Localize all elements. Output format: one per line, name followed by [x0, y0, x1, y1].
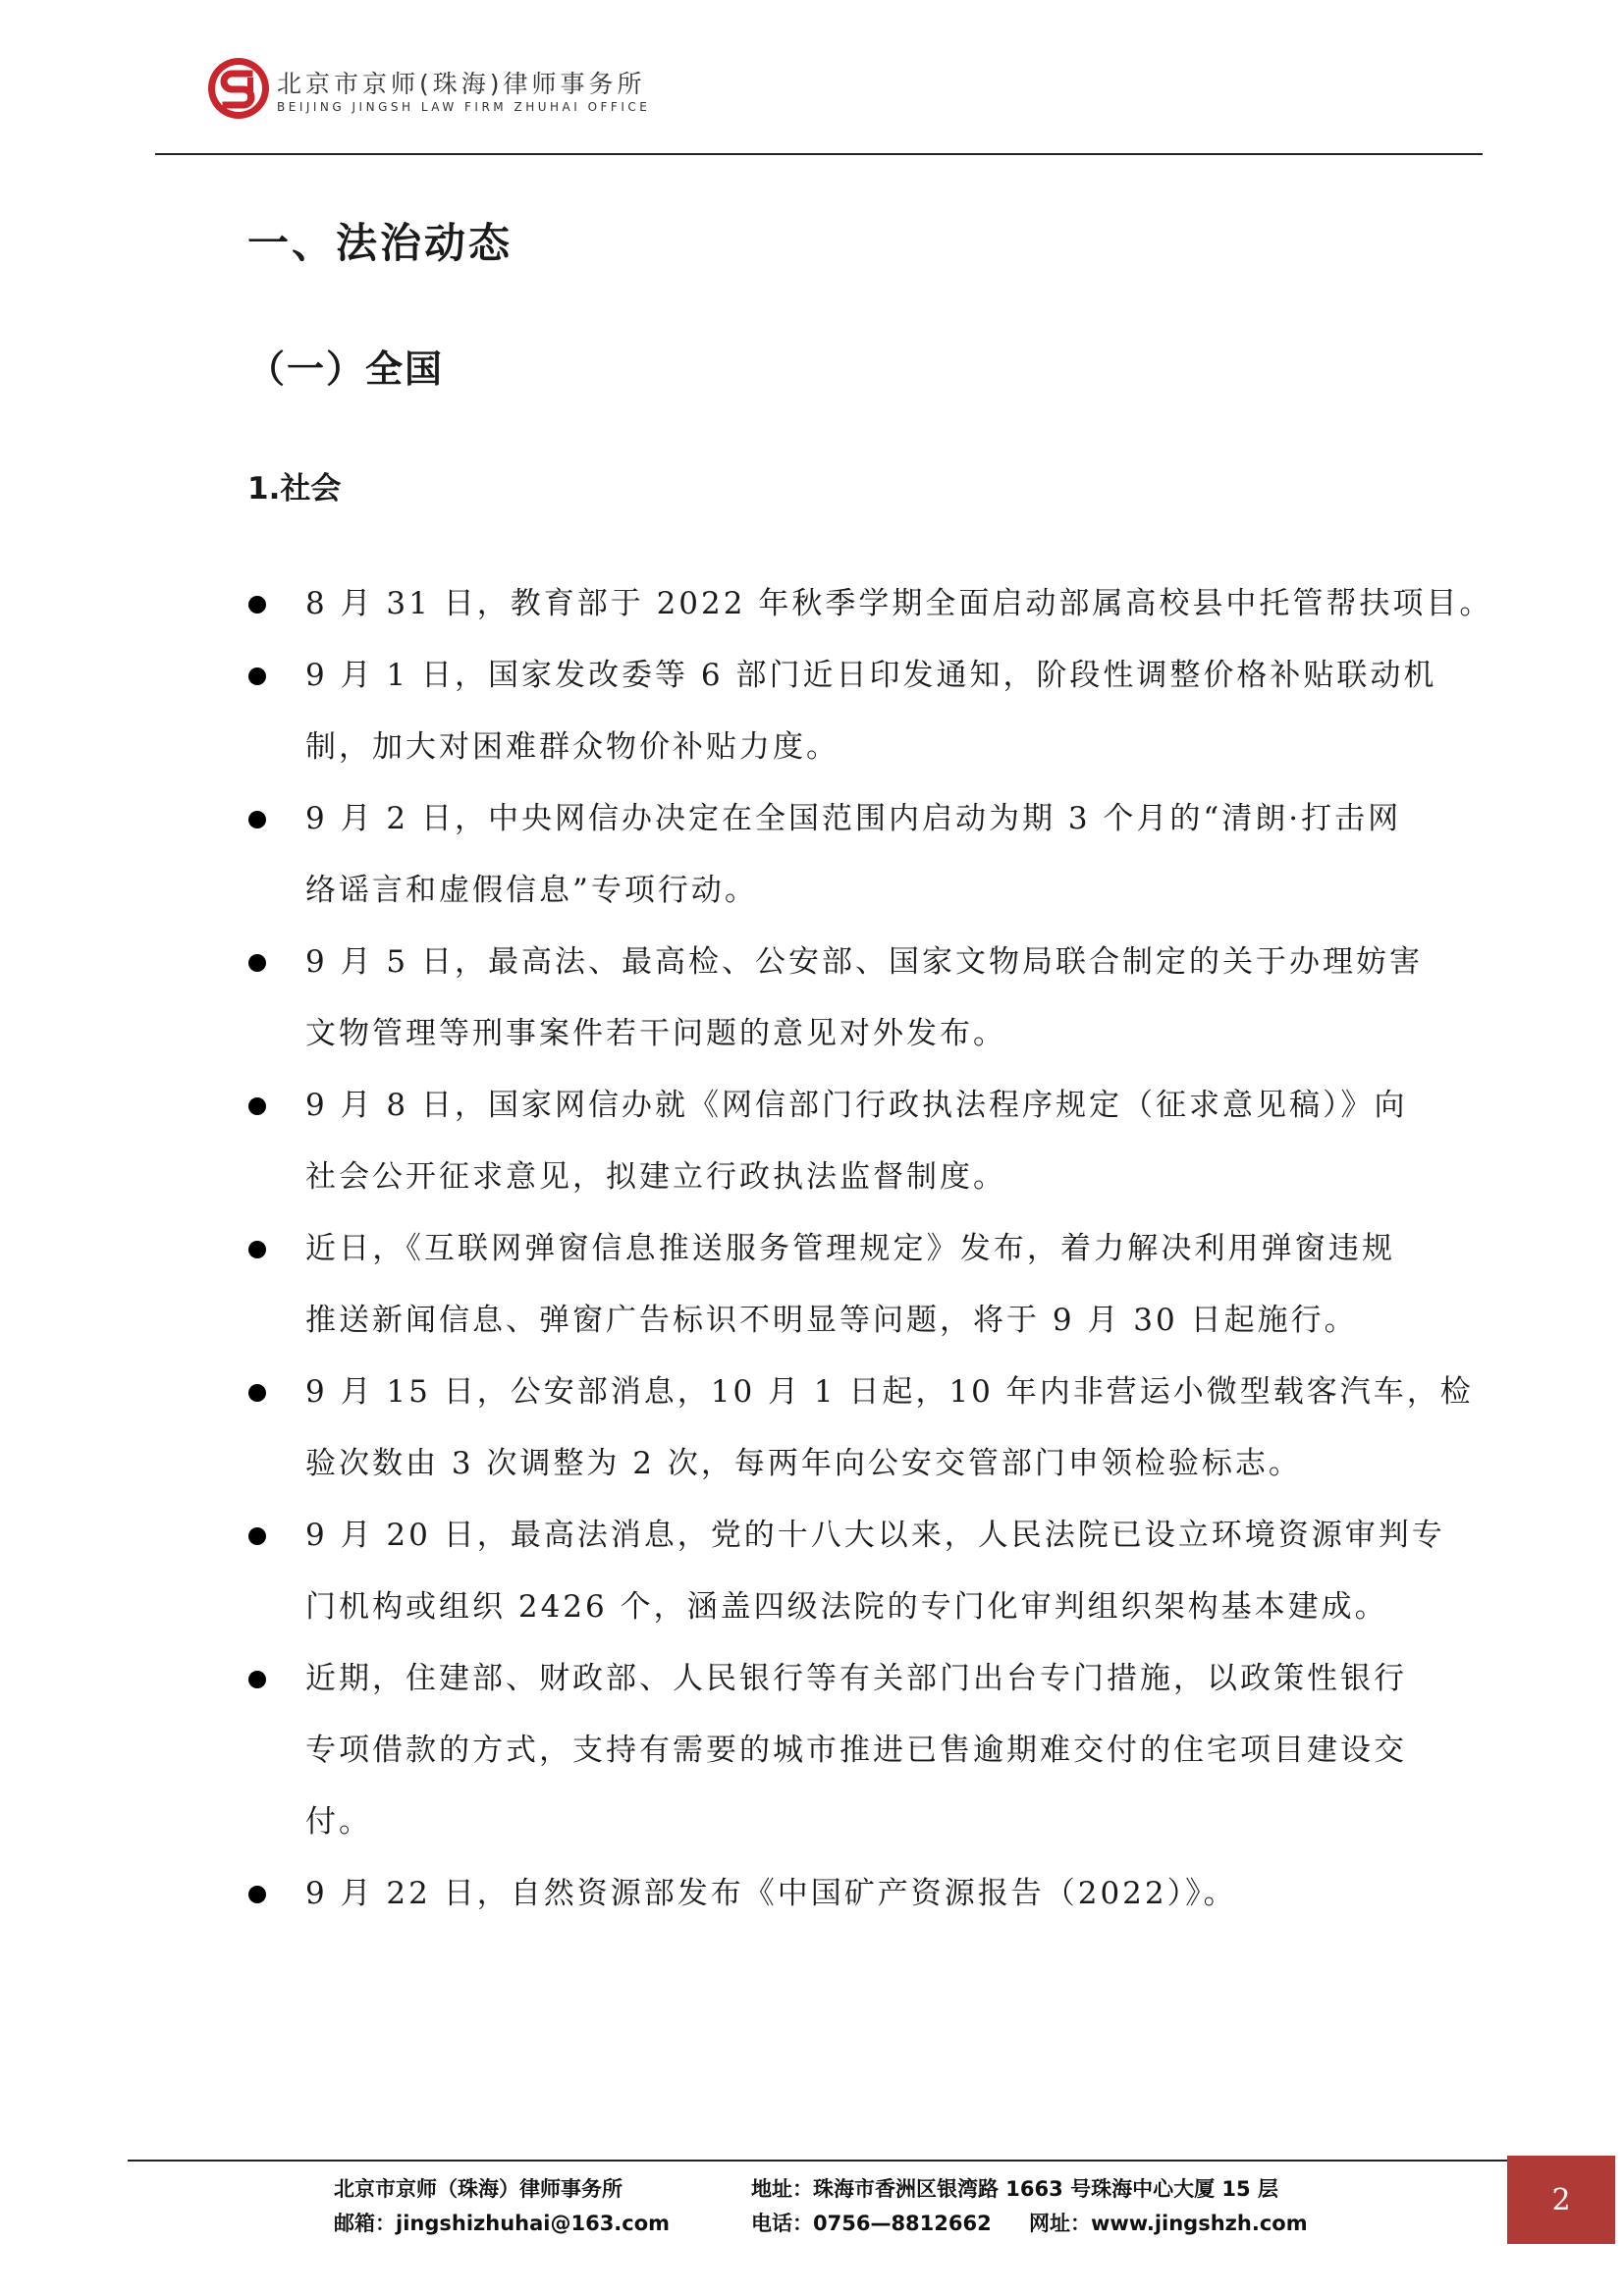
footer-firm: 北京市京师（珠海）律师事务所 — [334, 2177, 623, 2201]
footer-email: 邮箱：jingshizhuhai@163.com — [334, 2212, 671, 2235]
list-item-line: 9 月 15 日，公安部消息，10 月 1 日起，10 年内非营运小微型载客汽车，检 — [305, 1374, 1474, 1410]
list-item-line: 9 月 5 日，最高法、最高检、公安部、国家文物局联合制定的关于办理妨害 — [305, 944, 1424, 980]
bullet-icon — [248, 1241, 266, 1258]
list-item-line: 近期，住建部、财政部、人民银行等有关部门出台专门措施，以政策性银行 — [305, 1661, 1407, 1696]
bullet-icon — [248, 811, 266, 828]
header-divider — [155, 153, 1483, 155]
subsection-heading: （一）全国 — [247, 347, 445, 391]
footer-address: 地址：珠海市香洲区银湾路 1663 号珠海中心大厦 15 层 — [751, 2177, 1278, 2201]
list-item-line: 专项借款的方式，支持有需要的城市推进已售逾期难交付的住宅项目建设交 — [305, 1733, 1407, 1768]
list-item-line: 门机构或组织 2426 个，涵盖四级法院的专门化审判组织架构基本建成。 — [305, 1589, 1388, 1625]
firm-name-en: BEIJING JINGSH LAW FIRM ZHUHAI OFFICE — [277, 100, 651, 114]
firm-name-cn: 北京市京师(珠海)律师事务所 — [277, 70, 646, 98]
list-item-line: 8 月 31 日，教育部于 2022 年秋季学期全面启动部属高校县中托管帮扶项目。 — [305, 586, 1493, 621]
page-number: 2 — [1507, 2156, 1615, 2244]
bullet-icon — [248, 954, 266, 972]
jingsh-logo-icon — [206, 56, 271, 121]
bullet-icon — [248, 1384, 266, 1402]
list-item-line: 9 月 20 日，最高法消息，党的十八大以来，人民法院已设立环境资源审判专 — [305, 1518, 1445, 1553]
list-item-line: 验次数由 3 次调整为 2 次，每两年向公安交管部门申领检验标志。 — [305, 1446, 1302, 1481]
section-heading: 一、法治动态 — [247, 219, 514, 267]
list-item-line: 9 月 22 日，自然资源部发布《中国矿产资源报告（2022）》。 — [305, 1876, 1237, 1911]
list-item-line: 近日，《互联网弹窗信息推送服务管理规定》发布，着力解决利用弹窗违规 — [305, 1231, 1395, 1266]
category-heading: 1.社会 — [247, 471, 342, 507]
bullet-icon — [248, 596, 266, 614]
footer-phone: 电话：0756—8812662 — [751, 2212, 992, 2235]
footer-divider — [128, 2160, 1507, 2162]
bullet-icon — [248, 667, 266, 685]
bullet-icon — [248, 1671, 266, 1688]
letterhead — [206, 51, 697, 130]
list-item-line: 文物管理等刑事案件若干问题的意见对外发布。 — [305, 1016, 1006, 1051]
list-item-line: 制，加大对困难群众物价补贴力度。 — [305, 729, 839, 765]
list-item-line: 社会公开征求意见，拟建立行政执法监督制度。 — [305, 1159, 1006, 1195]
bullet-icon — [248, 1097, 266, 1115]
list-item-line: 络谣言和虚假信息”专项行动。 — [305, 873, 758, 908]
list-item-line: 9 月 8 日，国家网信办就《网信部门行政执法程序规定（征求意见稿）》向 — [305, 1088, 1408, 1123]
list-item-line: 9 月 2 日，中央网信办决定在全国范围内启动为期 3 个月的“清朗·打击网 — [305, 801, 1402, 836]
list-item-line: 9 月 1 日，国家发改委等 6 部门近日印发通知，阶段性调整价格补贴联动机 — [305, 658, 1437, 693]
footer-website: 网址：www.jingshzh.com — [1029, 2212, 1308, 2235]
list-item-line: 推送新闻信息、弹窗广告标识不明显等问题，将于 9 月 30 日起施行。 — [305, 1303, 1358, 1338]
bullet-icon — [248, 1886, 266, 1903]
bullet-icon — [248, 1527, 266, 1545]
list-item-line: 付。 — [305, 1804, 372, 1840]
